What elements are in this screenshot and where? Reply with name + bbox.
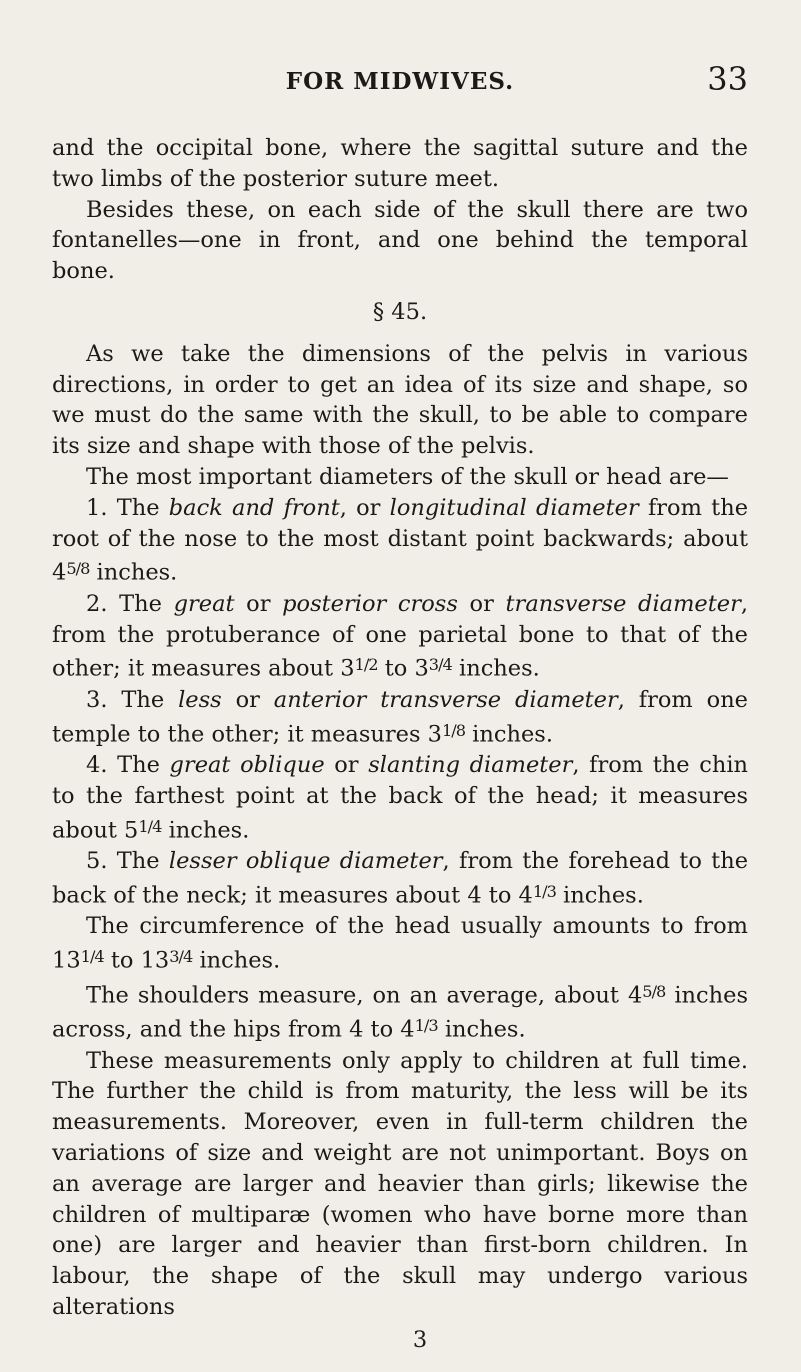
item-text: The	[119, 590, 174, 617]
item-text: inches across, and the hips from 4 to 4	[52, 982, 748, 1043]
diameter-item	[52, 846, 748, 911]
diameter-item	[52, 750, 748, 846]
diameter-name: less	[178, 686, 222, 713]
item-text: or	[457, 590, 506, 617]
item-text: The	[116, 494, 169, 521]
page-header	[52, 60, 748, 108]
paragraph-diameters-intro: The most important diameters of the skull or head are—	[86, 463, 729, 490]
item-text: inches.	[161, 817, 250, 844]
item-text: , or	[339, 494, 390, 521]
diameter-alt-name: slanting diameter	[368, 752, 573, 779]
item-number: 5.	[86, 848, 108, 875]
item-text: inches.	[437, 1016, 526, 1043]
diameter-alt-name: anterior transverse diameter	[273, 686, 618, 713]
item-text: or	[234, 590, 283, 617]
fraction: 1/3	[532, 881, 556, 901]
item-text: The shoulders measure, on an average, about 4	[86, 982, 643, 1009]
fraction: 1/2	[354, 655, 378, 675]
fraction: 5/8	[66, 559, 90, 579]
running-head: FOR MIDWIVES.	[285, 68, 515, 95]
fraction: 3/4	[169, 947, 193, 967]
item-text: inches.	[465, 721, 553, 748]
paragraph-continuation: and the occipital bone, where the sagittal suture and the two limbs of the posterior suture meet.	[52, 135, 748, 192]
item-text: inches.	[555, 882, 644, 909]
diameter-item	[52, 493, 748, 589]
item-text: The circumference of the head usually amounts to from 13	[52, 913, 748, 974]
paragraph-dimensions: As we take the dimensions of the pelvis in various directions, in order to get an idea of its size and shape, so we must do the same with the skull, to be able to compare its size and shape with those of the pelvis.	[52, 340, 748, 460]
paragraph-fontanelles: Besides these, on each side of the skull there are two fontanelles—one in front, and one behind the temporal bone.	[52, 196, 748, 285]
item-text: , from the forehead to the back of the neck; it measures about 4 to 4	[52, 848, 749, 909]
diameter-name: lesser oblique diameter	[168, 848, 443, 875]
item-number: 3.	[86, 686, 108, 713]
page-number: 33	[707, 60, 748, 98]
section-heading: § 45.	[372, 298, 428, 325]
fraction: 1/3	[414, 1016, 438, 1036]
signature-mark: 3	[412, 1326, 428, 1353]
fraction: 3/4	[428, 655, 452, 675]
item-text: The	[117, 752, 170, 779]
item-text: The	[116, 848, 169, 875]
item-text: to 3	[377, 656, 429, 683]
item-number: 4.	[86, 752, 108, 779]
diameter-name: great	[173, 590, 235, 617]
diameter-alt-name: longitudinal diameter	[389, 494, 639, 521]
diameter-alt-name: posterior cross	[282, 590, 458, 617]
item-text: , from the chin to the farthest point at the back of the head; it measures about 5	[52, 752, 749, 844]
diameter-name: great oblique	[169, 752, 325, 779]
diameter-alt-name: transverse diameter	[505, 590, 741, 617]
item-text: inches.	[192, 947, 281, 974]
fraction: 5/8	[642, 981, 666, 1001]
item-text: , from one temple to the other; it measures 3	[52, 686, 749, 748]
item-text: or	[221, 686, 274, 713]
item-text: , from the protuberance of one parietal bone to that of the other; it measures about 3	[52, 590, 748, 683]
item-number: 2.	[86, 590, 108, 617]
fraction: 1/4	[80, 947, 104, 967]
page-body	[52, 133, 748, 1356]
item-text: to 13	[103, 947, 170, 974]
fraction: 1/8	[441, 720, 466, 740]
diameter-item	[52, 685, 748, 750]
diameter-item	[52, 589, 748, 685]
paragraph-circumference	[52, 911, 748, 976]
paragraph-shoulders	[52, 977, 748, 1046]
paragraph-closing: These measurements only apply to children at full time. The further the child is from maturity, the less will be its measurements. Moreover, even in full-term children the variations of size and weight are not unimportant. Boys on an average are larger and heavier than girls; likewise the children of multiparæ (women who have borne more than one) are larger and heavier than first-born children. In labour, the shape of the skull may undergo various alterations	[52, 1047, 748, 1320]
item-text: or	[324, 752, 369, 779]
item-text: inches.	[89, 560, 178, 587]
diameter-name: back and front	[168, 494, 340, 521]
item-text: inches.	[451, 656, 540, 683]
item-text: The	[121, 686, 179, 713]
item-number: 1.	[86, 494, 108, 521]
item-text: from the root of the nose to the most distant point backwards; about 4	[52, 494, 749, 587]
fraction: 1/4	[138, 816, 162, 836]
